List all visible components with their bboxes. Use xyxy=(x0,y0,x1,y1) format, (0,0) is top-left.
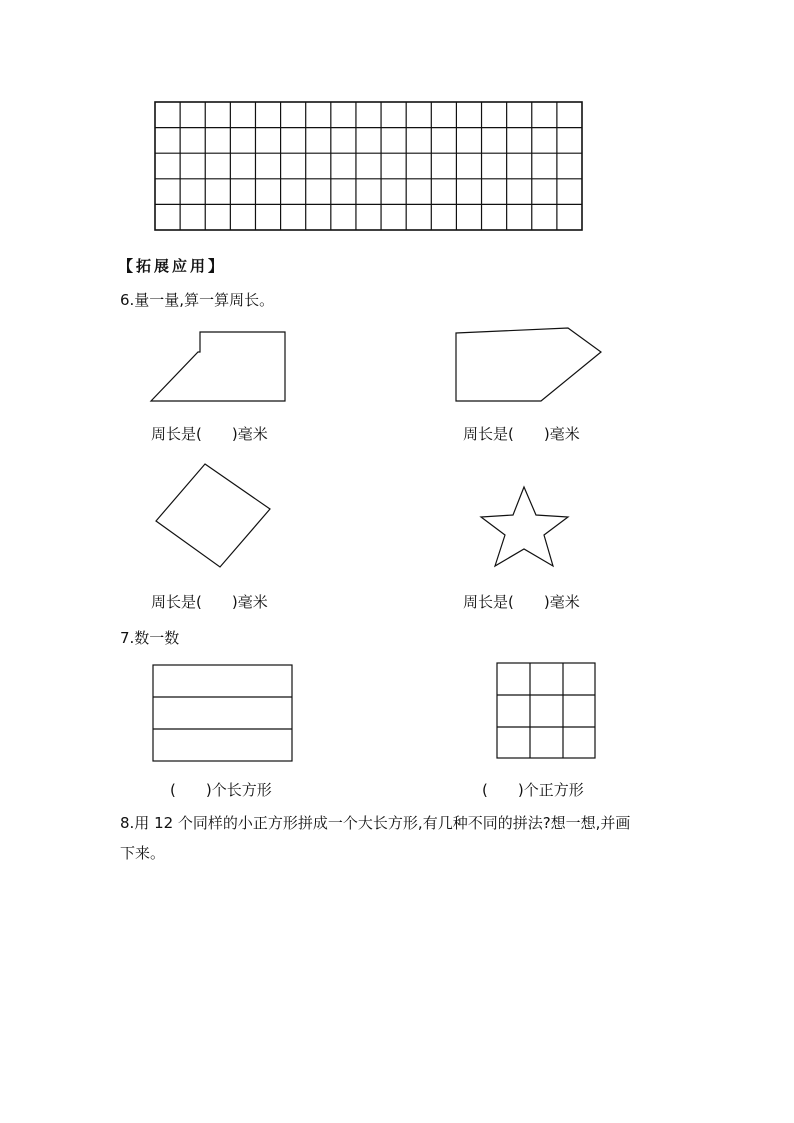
question-8-line-1: 8.用 12 个同样的小正方形拼成一个大长方形,有几种不同的拼法?想一想,并画 xyxy=(120,814,631,832)
question-7-prompt: 7.数一数 xyxy=(120,629,180,647)
perimeter-label-2: 周长是( )毫米 xyxy=(463,425,580,443)
perimeter-label-3: 周长是( )毫米 xyxy=(151,593,268,611)
answer-grid xyxy=(0,0,794,240)
grid-border xyxy=(155,102,582,230)
perimeter-label-4: 周长是( )毫米 xyxy=(463,593,580,611)
count-squares-label: ( )个正方形 xyxy=(482,781,584,799)
question-8-line-2: 下来。 xyxy=(120,844,166,862)
perimeter-label-1: 周长是( )毫米 xyxy=(151,425,268,443)
question-6-prompt: 6.量一量,算一算周长。 xyxy=(120,291,275,309)
section-heading: 【拓展应用】 xyxy=(118,257,227,275)
count-rectangles-label: ( )个长方形 xyxy=(170,781,272,799)
